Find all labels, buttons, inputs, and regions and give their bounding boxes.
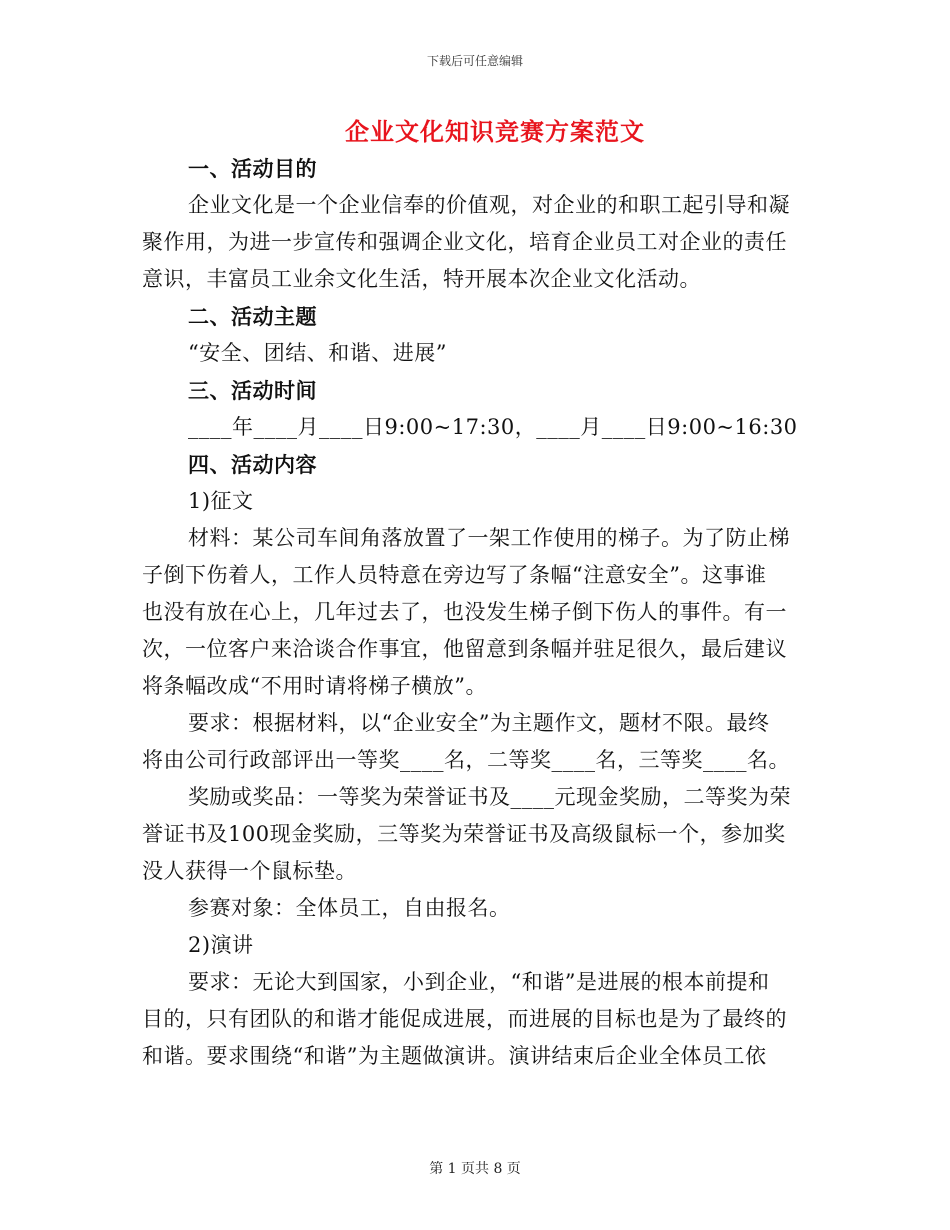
paragraph-line: 也没有放在心上，几年过去了，也没发生梯子倒下伤人的事件。有一	[142, 600, 787, 624]
paragraph-line: 奖励或奖品：一等奖为荣誉证书及____元现金奖励，二等奖为荣	[188, 785, 791, 809]
paragraph-line: 目的，只有团队的和谐才能促成进展，而进展的目标也是为了最终的	[142, 1007, 787, 1031]
paragraph-line: 要求：无论大到国家，小到企业，“和谐”是进展的根本前提和	[188, 970, 770, 994]
paragraph-line: 誉证书及100现金奖励，三等奖为荣誉证书及高级鼠标一个，参加奖	[142, 822, 786, 846]
paragraph-line: 2)演讲	[188, 933, 254, 957]
paragraph-line: 意识，丰富员工业余文化生活，特开展本次企业文化活动。	[142, 267, 701, 291]
paragraph-line: 子倒下伤着人，工作人员特意在旁边写了条幅“注意安全”。这事谁	[142, 563, 767, 587]
paragraph-line: 将条幅改成“不用时请将梯子横放”。	[142, 674, 487, 698]
paragraph-line: 和谐。要求围绕“和谐”为主题做演讲。演讲结束后企业全体员工依	[142, 1044, 767, 1068]
paragraph-line: 1)征文	[188, 489, 254, 513]
section-heading: 一、活动目的	[188, 156, 317, 181]
document-body	[142, 150, 802, 1075]
paragraph-line: “安全、团结、和谐、进展”	[188, 341, 447, 365]
paragraph-line: 企业文化是一个企业信奉的价值观，对企业的和职工起引导和凝	[188, 193, 790, 217]
paragraph-line: 没人获得一个鼠标垫。	[142, 859, 357, 883]
paragraph-line: 要求：根据材料，以“企业安全”为主题作文，题材不限。最终	[188, 711, 770, 735]
section-heading: 三、活动时间	[188, 378, 317, 403]
paragraph-line: ____年____月____日9:00~17:30，____月____日9:00~16:30	[188, 415, 798, 439]
document-title: 企业文化知识竞赛方案范文	[345, 117, 645, 146]
paragraph-line: 聚作用，为进一步宣传和强调企业文化，培育企业员工对企业的责任	[142, 230, 787, 254]
paragraph-line: 材料：某公司车间角落放置了一架工作使用的梯子。为了防止梯	[188, 526, 790, 550]
page-footer: 第 1 页共 8 页	[429, 1161, 521, 1177]
section-heading: 二、活动主题	[188, 304, 317, 329]
page-header: 下载后可任意编辑	[426, 54, 523, 68]
paragraph-line: 将由公司行政部评出一等奖____名，二等奖____名，三等奖____名。	[142, 748, 790, 772]
paragraph-line: 参赛对象：全体员工，自由报名。	[188, 896, 511, 920]
section-heading: 四、活动内容	[188, 452, 317, 477]
paragraph-line: 次，一位客户来洽谈合作事宜，他留意到条幅并驻足很久，最后建议	[142, 637, 787, 661]
